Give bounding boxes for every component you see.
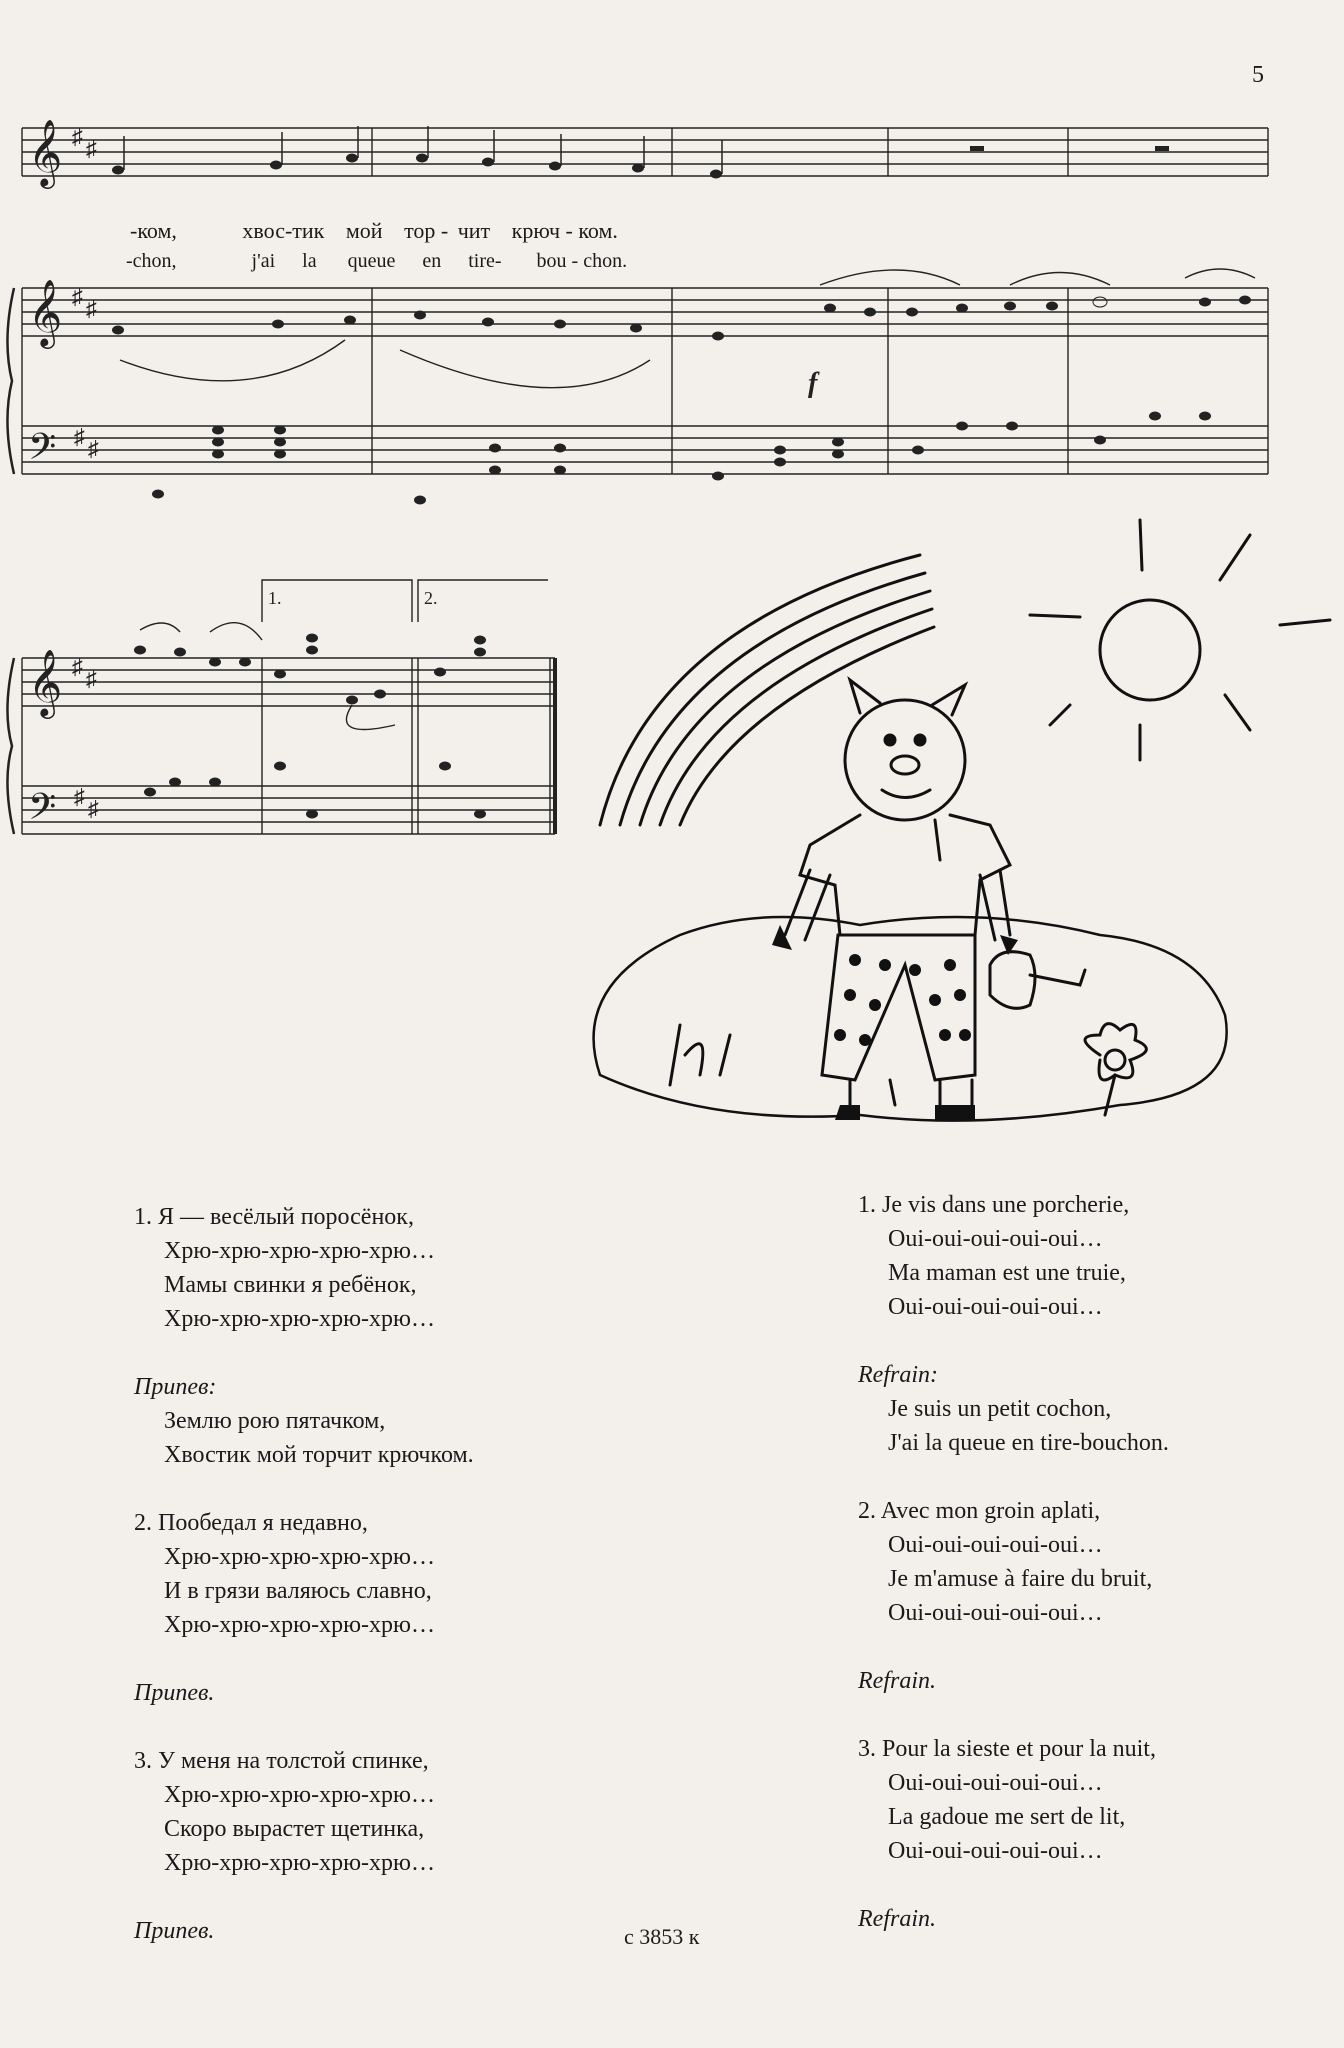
lyric-hyphen: - [571,250,579,272]
footer-catalog-number: с 3853 к [624,1924,700,1949]
lyric-word: bou [536,250,567,272]
verse-line: Хрю-хрю-хрю-хрю-хрю… [164,1238,435,1264]
verse-line: Хрю-хрю-хрю-хрю-хрю… [164,1544,435,1570]
svg-text:♯: ♯ [72,124,83,149]
page-number: 5 [1252,62,1264,88]
verse-line: И в грязи валяюсь славно, [164,1578,432,1604]
lyric-word: крюч [511,218,561,243]
refrain-label: Refrain: [858,1362,938,1388]
verse-number: 2. [134,1510,152,1536]
volta-1-label: 1. [268,588,282,608]
svg-text:𝄞: 𝄞 [28,120,63,185]
lyric-hyphen: - [565,218,573,243]
verse-line: Oui-oui-oui-oui-oui… [888,1770,1103,1796]
lyric-word: tire- [468,250,502,272]
verse-3-ru [134,1744,474,1778]
refrain-label: Refrain. [858,1906,936,1932]
lyrics-russian-column [134,1200,474,1948]
lyric-hyphen: - [440,218,449,243]
verse-line: Oui-oui-oui-oui-oui… [888,1838,1103,1864]
verse-line: Хрю-хрю-хрю-хрю-хрю… [164,1850,435,1876]
refrain-label: Refrain. [858,1668,936,1694]
svg-text:♯: ♯ [74,424,85,449]
refrain-label: Припев. [134,1680,215,1706]
verse-number: 1. [858,1192,876,1218]
svg-text:♯: ♯ [86,136,97,161]
verse-line: Oui-oui-oui-oui-oui… [888,1294,1103,1320]
verse-line: У меня на толстой спинке, [158,1748,429,1774]
refrain-line: Землю рою пятачком, [164,1408,386,1434]
score-system-1 [0,110,1300,530]
verse-line: Пообедал я недавно, [158,1510,368,1536]
refrain-label: Припев: [134,1374,217,1400]
lyric-word: хвос-тик [242,218,325,243]
lyrics-russian [130,218,618,244]
dynamic-marking: f [808,368,818,399]
lyric-word: queue [347,250,396,272]
verse-number: 3. [858,1736,876,1762]
svg-text:𝄢: 𝄢 [28,787,57,836]
verse-line: Хрю-хрю-хрю-хрю-хрю… [164,1782,435,1808]
piglet-illustration [560,515,1340,1135]
verse-line: Ma maman est une truie, [888,1260,1126,1286]
lyric-word: j'ai [251,250,276,272]
lyric-word: -chon, [126,250,177,272]
verse-line: Мамы свинки я ребёнок, [164,1272,417,1298]
verse-1-ru [134,1200,474,1234]
svg-text:♯: ♯ [72,284,83,309]
verse-line: Oui-oui-oui-oui-oui… [888,1600,1103,1626]
verse-number: 1. [134,1204,152,1230]
refrain-line: J'ai la queue en tire-bouchon. [888,1430,1169,1456]
verse-line: Скоро вырастет щетинка, [164,1816,425,1842]
verse-line: Avec mon groin aplati, [880,1498,1101,1524]
svg-text:𝄢: 𝄢 [28,427,57,476]
verse-line: Хрю-хрю-хрю-хрю-хрю… [164,1306,435,1332]
svg-text:♯: ♯ [86,666,97,691]
svg-text:𝄞: 𝄞 [28,650,63,715]
lyric-word: ком. [578,218,618,243]
verse-2-ru [134,1506,474,1540]
refrain-label: Припев. [134,1918,215,1944]
verse-line: Je m'amuse à faire du bruit, [888,1566,1153,1592]
lyric-word: чит [457,218,491,243]
verse-line: Хрю-хрю-хрю-хрю-хрю… [164,1612,435,1638]
lyrics-french-column [858,1188,1169,1936]
refrain-line: Хвостик мой торчит крючком. [164,1442,474,1468]
lyrics-french [126,250,627,273]
refrain-line: Je suis un petit cochon, [888,1396,1112,1422]
lyric-word: en [422,250,442,272]
verse-number: 3. [134,1748,152,1774]
svg-text:𝄞: 𝄞 [28,280,63,345]
score-system-2 [0,570,570,870]
svg-text:♯: ♯ [86,296,97,321]
svg-text:♯: ♯ [72,654,83,679]
verse-line: Oui-oui-oui-oui-oui… [888,1532,1103,1558]
lyric-word: мой [345,218,383,243]
svg-text:♯: ♯ [88,796,99,821]
verse-3-fr [858,1732,1169,1766]
volta-2-label: 2. [424,588,438,608]
verse-line: Pour la sieste et pour la nuit, [882,1736,1156,1762]
svg-text:♯: ♯ [88,436,99,461]
verse-line: Oui-oui-oui-oui-oui… [888,1226,1103,1252]
verse-2-fr [858,1494,1169,1528]
svg-text:♯: ♯ [74,784,85,809]
lyric-word: chon. [583,250,628,272]
verse-line: La gadoue me sert de lit, [888,1804,1126,1830]
verse-line: Je vis dans une porcherie, [882,1192,1130,1218]
verse-number: 2. [858,1498,876,1524]
verse-1-fr [858,1188,1169,1222]
lyric-word: -ком, [130,218,177,243]
verse-line: Я — весёлый поросёнок, [158,1204,414,1230]
lyric-word: тор [404,218,436,243]
lyric-word: la [302,250,317,272]
